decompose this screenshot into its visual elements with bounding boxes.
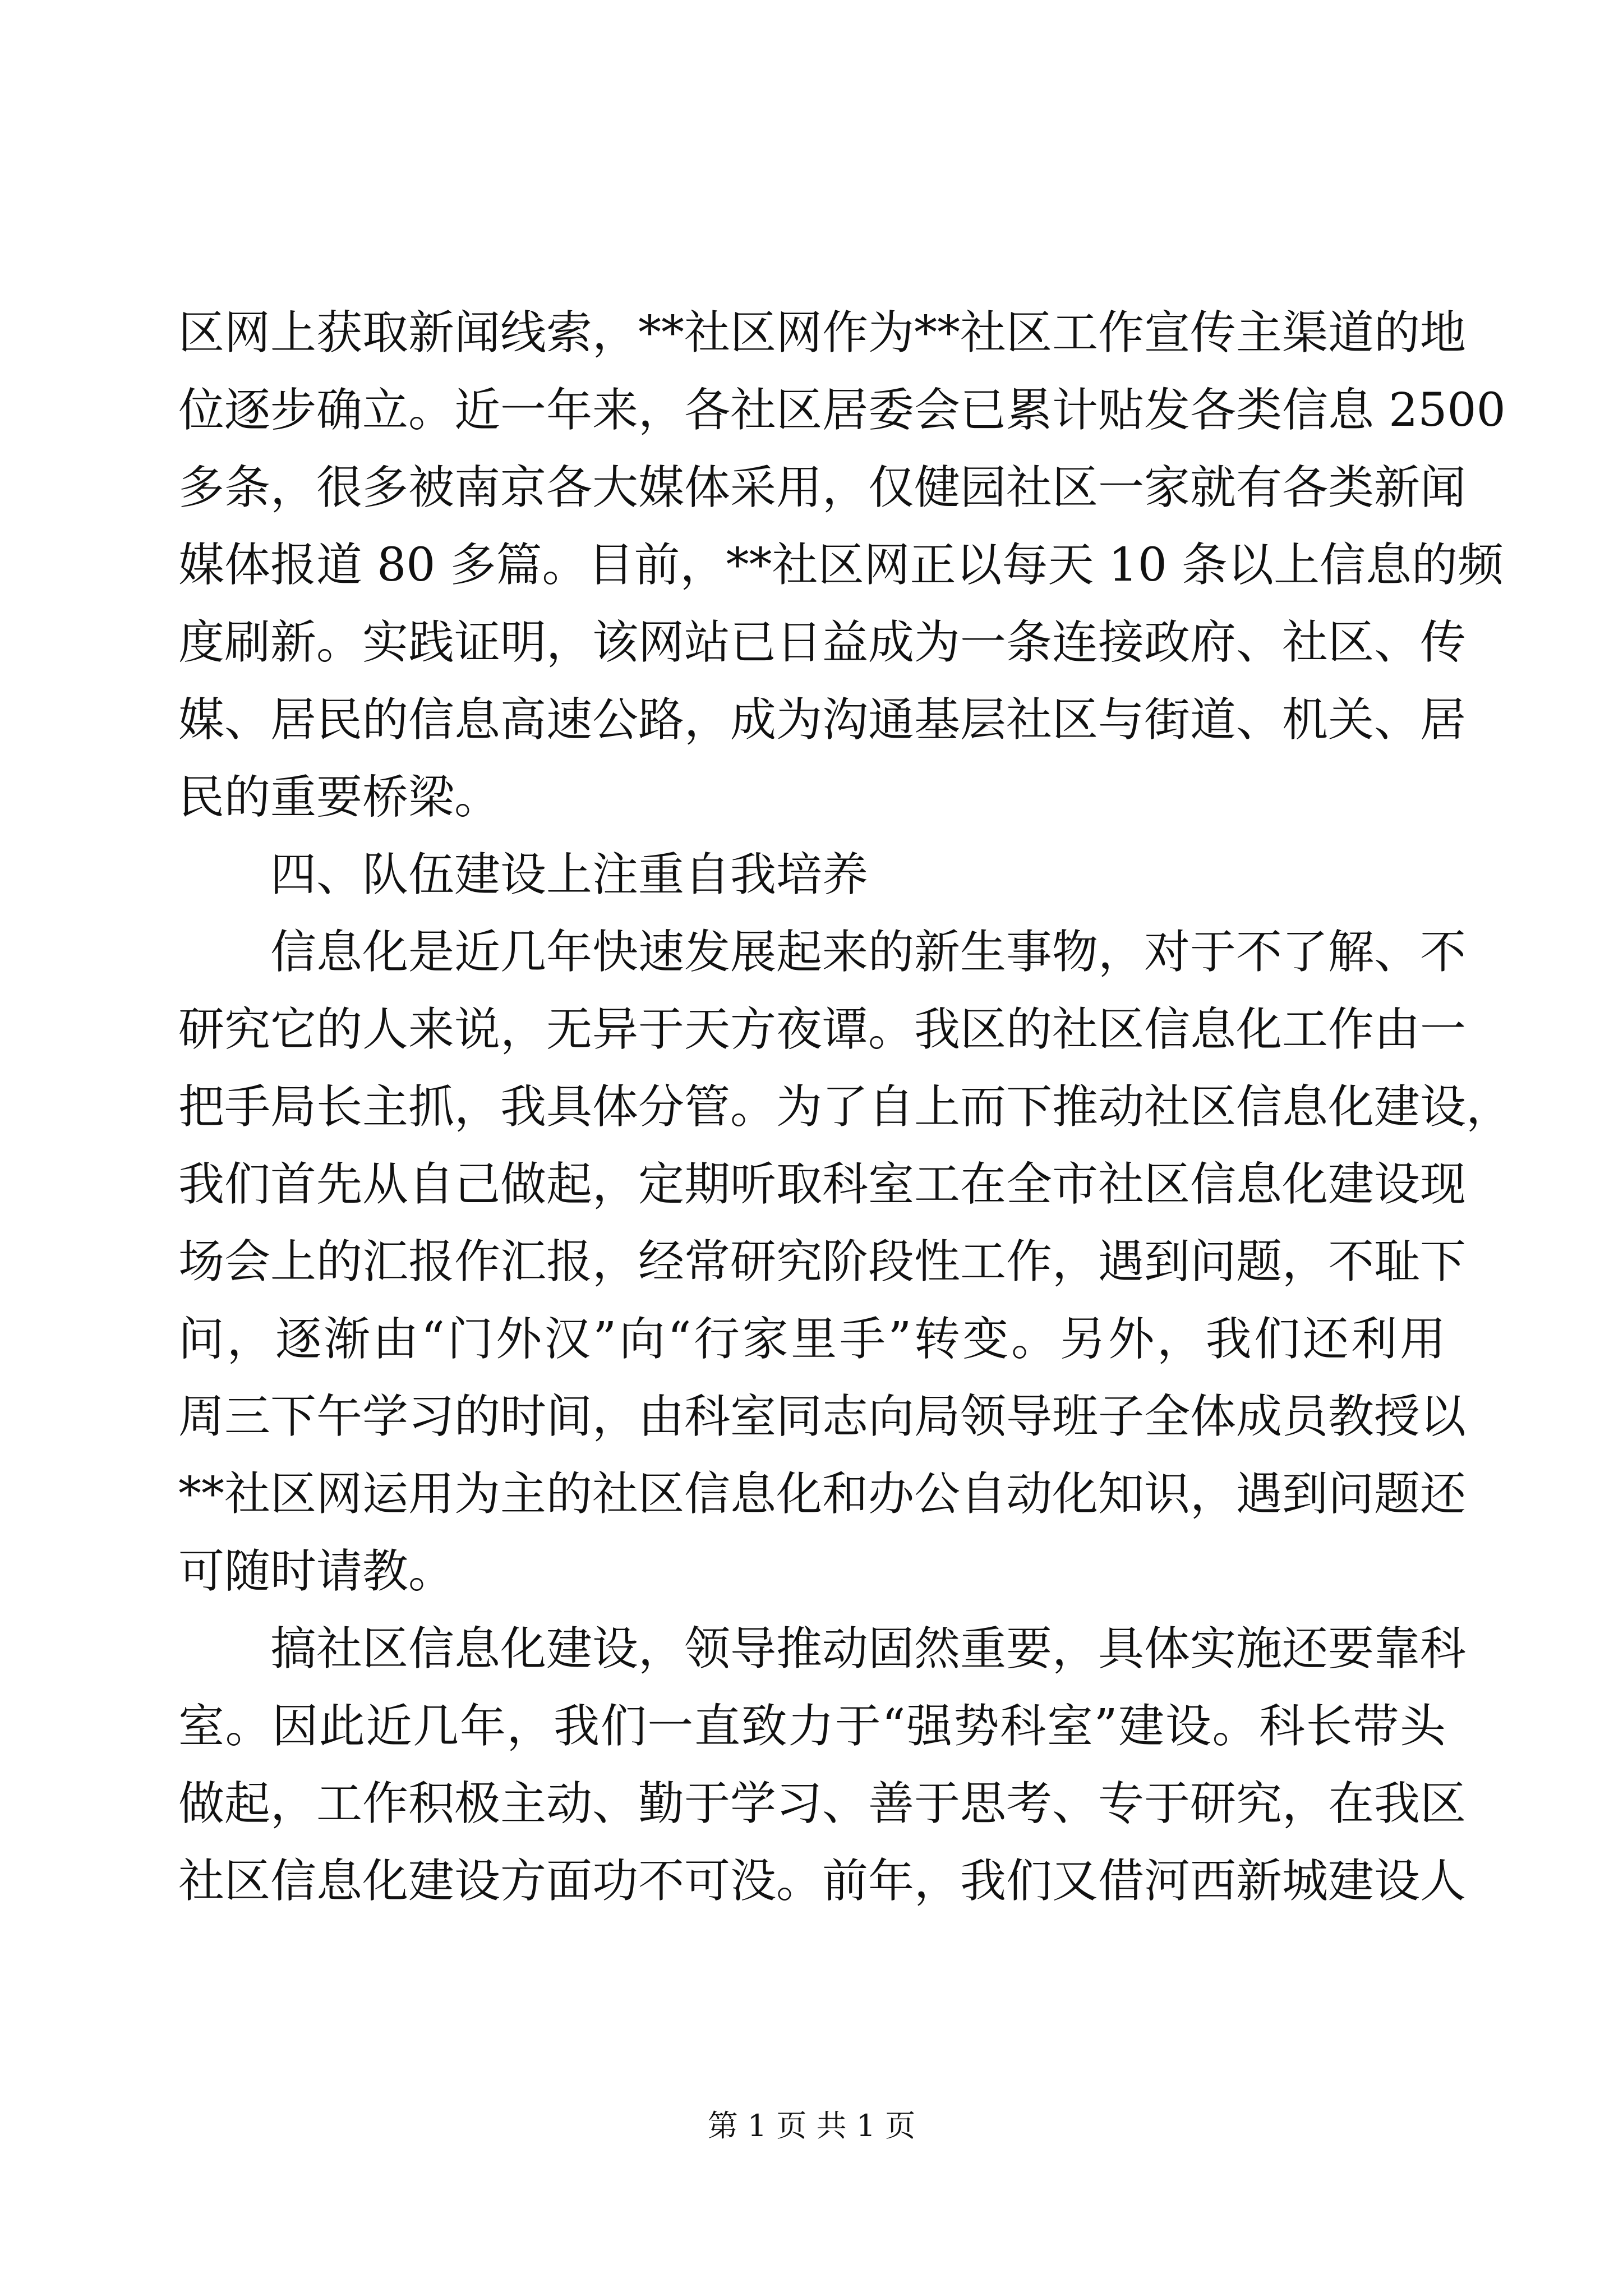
text-line: 度刷新。实践证明，该网站已日益成为一条连接政府、社区、传 [178,616,1467,669]
text-line: 可随时请教。 [178,1545,455,1598]
text-line: 问，逐渐由“门外汉”向“行家里手”转变。另外，我们还利用 [178,1313,1446,1366]
text-line: 做起，工作积极主动、勤于学习、善于思考、专于研究，在我区 [178,1777,1467,1830]
text-line: 媒体报道 80 多篇。目前，**社区网正以每天 10 条以上信息的频 [178,539,1504,592]
text-line: 社区信息化建设方面功不可没。前年，我们又借河西新城建设人 [178,1855,1467,1908]
text-line: 多条，很多被南京各大媒体采用，仅健园社区一家就有各类新闻 [178,461,1467,514]
text-line: 周三下午学习的时间，由科室同志向局领导班子全体成员教授以 [178,1390,1467,1443]
text-line: 搞社区信息化建设，领导推动固然重要，具体实施还要靠科 [270,1622,1467,1676]
text-line: 区网上获取新闻线索，**社区网作为**社区工作宣传主渠道的地 [178,306,1467,360]
text-line: **社区网运用为主的社区信息化和办公自动化知识，遇到问题还 [178,1467,1467,1521]
text-line: 我们首先从自己做起，定期听取科室工在全市社区信息化建设现 [178,1158,1467,1211]
text-line: 媒、居民的信息高速公路，成为沟通基层社区与街道、机关、居 [178,693,1467,747]
text-line: 位逐步确立。近一年来，各社区居委会已累计贴发各类信息 2500 [178,384,1506,437]
page-number-footer: 第 1 页 共 1 页 [707,2108,916,2143]
text-line: 室。因此近几年，我们一直致力于“强势科室”建设。科长带头 [178,1700,1446,1753]
text-line: 研究它的人来说，无异于天方夜谭。我区的社区信息化工作由一 [178,1003,1467,1056]
text-line: 场会上的汇报作汇报，经常研究阶段性工作，遇到问题，不耻下 [178,1235,1467,1289]
text-line: 民的重要桥梁。 [178,771,501,824]
text-line: 信息化是近几年快速发展起来的新生事物，对于不了解、不 [270,926,1467,979]
section-heading: 四、队伍建设上注重自我培养 [270,848,869,901]
document-body [178,295,1513,1920]
text-line: 把手局长主抓，我具体分管。为了自上而下推动社区信息化建设， [178,1080,1513,1134]
